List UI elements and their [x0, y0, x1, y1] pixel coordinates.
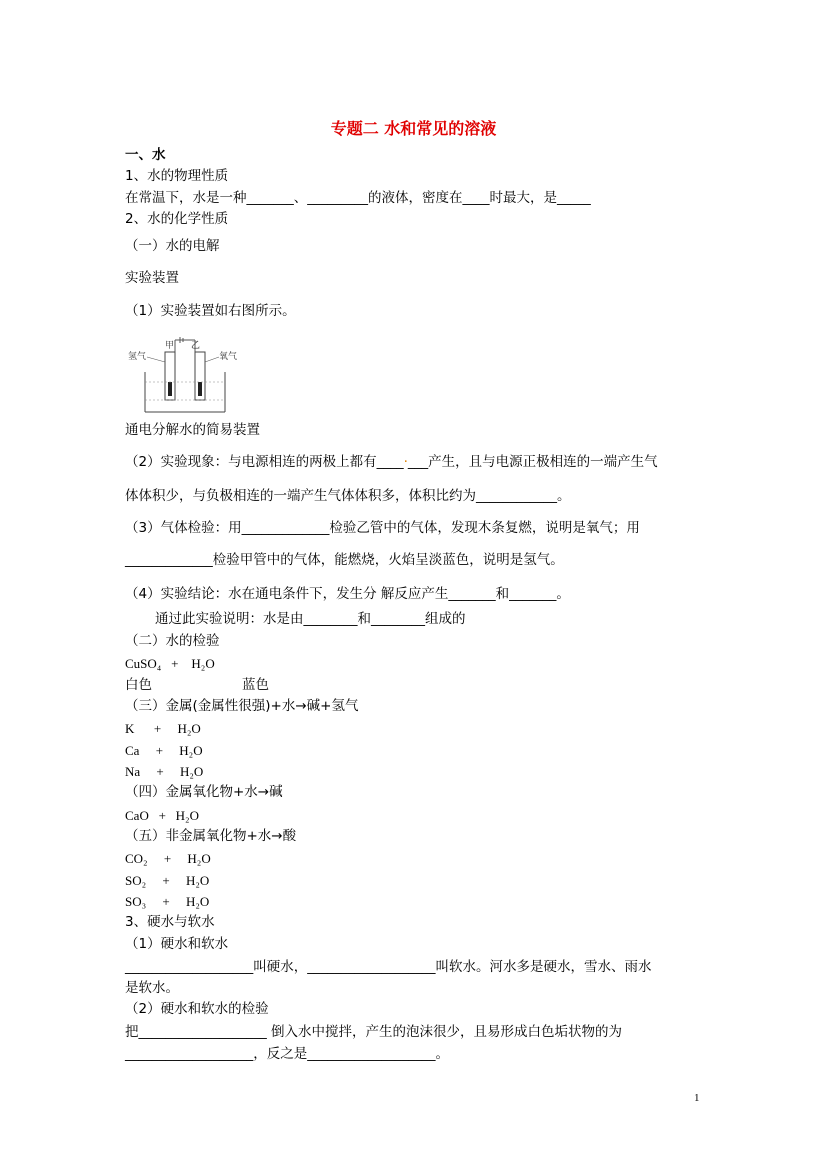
text-line: 白色 [125, 677, 152, 693]
tube-jia-label: 甲 [165, 341, 175, 351]
text-line: （2）硬水和软水的检验 [125, 1001, 269, 1017]
text-line: （一）水的电解 [125, 238, 220, 254]
text-line: _____________检验甲管中的气体，能燃烧，火焰呈淡蓝色，说明是氢气。 [125, 552, 564, 568]
text-line: 把___________________ 倒入水中搅拌，产生的泡沫很少，且易形成白色垢状物的为 [125, 1024, 623, 1040]
text-line: 3、硬水与软水 [125, 914, 215, 930]
hydrogen-label: 氢气 [128, 352, 147, 362]
text-line: ___________________叫硬水，___________________叫软水。河水多是硬水，雪水、雨水 [125, 959, 652, 975]
text-line: 实验装置 [125, 270, 179, 286]
text-line: 1、水的物理性质 [125, 168, 229, 184]
page-number: 1 [694, 1092, 700, 1104]
tube-yi-label: 乙 [191, 341, 201, 351]
text-line: （三）金属(金属性很强)+水→碱+氢气 [125, 698, 359, 714]
text-line: （二）水的检验 [125, 633, 220, 649]
electrolysis-apparatus-figure [125, 334, 245, 416]
text-line: 通过此实验说明：水是由________和________组成的 [155, 611, 466, 627]
text-line: （4）实验结论：水在通电条件下，发生分 解反应产生_______和_______。 [125, 586, 570, 602]
text-line: 蓝色 [242, 677, 269, 693]
chem-equation: CuSO₄ + H₂O [125, 656, 215, 671]
text-line: （3）气体检验：用_____________检验乙管中的气体，发现木条复燃，说明是氧气；用 [125, 520, 640, 536]
text-line: （1）硬水和软水 [125, 936, 229, 952]
oxygen-label: 氧气 [219, 352, 238, 362]
text-line: 体体积少，与负极相连的一端产生气体体积多，体积比约为____________。 [125, 488, 571, 504]
text-line: ___________________，反之是___________________。 [125, 1046, 449, 1062]
chem-equation: CO₂ + H₂O [125, 851, 211, 866]
chem-equation: Na + H₂O [125, 764, 204, 779]
chem-equation: CaO + H₂O [125, 808, 199, 823]
page-title: 专题二 水和常见的溶液 [330, 119, 497, 138]
chem-equation: SO₃ + H₂O [125, 894, 210, 909]
text-line: （四）金属氧化物+水→碱 [125, 784, 283, 800]
text-line: 2、水的化学性质 [125, 211, 229, 227]
text-line: （五）非金属氧化物+水→酸 [125, 828, 297, 844]
text-line: （1）实验装置如右图所示。 [125, 303, 296, 319]
section-heading-water: 一、水 [125, 147, 166, 163]
chem-equation: K + H₂O [125, 721, 201, 736]
text-line: 在常温下，水是一种_______、_________的液体，密度在____时最大，是_____ [125, 190, 591, 206]
chem-equation: SO₂ + H₂O [125, 873, 210, 888]
figure-caption: 通电分解水的简易装置 [125, 422, 260, 438]
text-line: 是软水。 [125, 980, 179, 996]
chem-equation: Ca + H₂O [125, 743, 203, 758]
text-line: （2）实验现象：与电源相连的两极上都有____·___产生，且与电源正极相连的一端产生气 [125, 454, 658, 470]
